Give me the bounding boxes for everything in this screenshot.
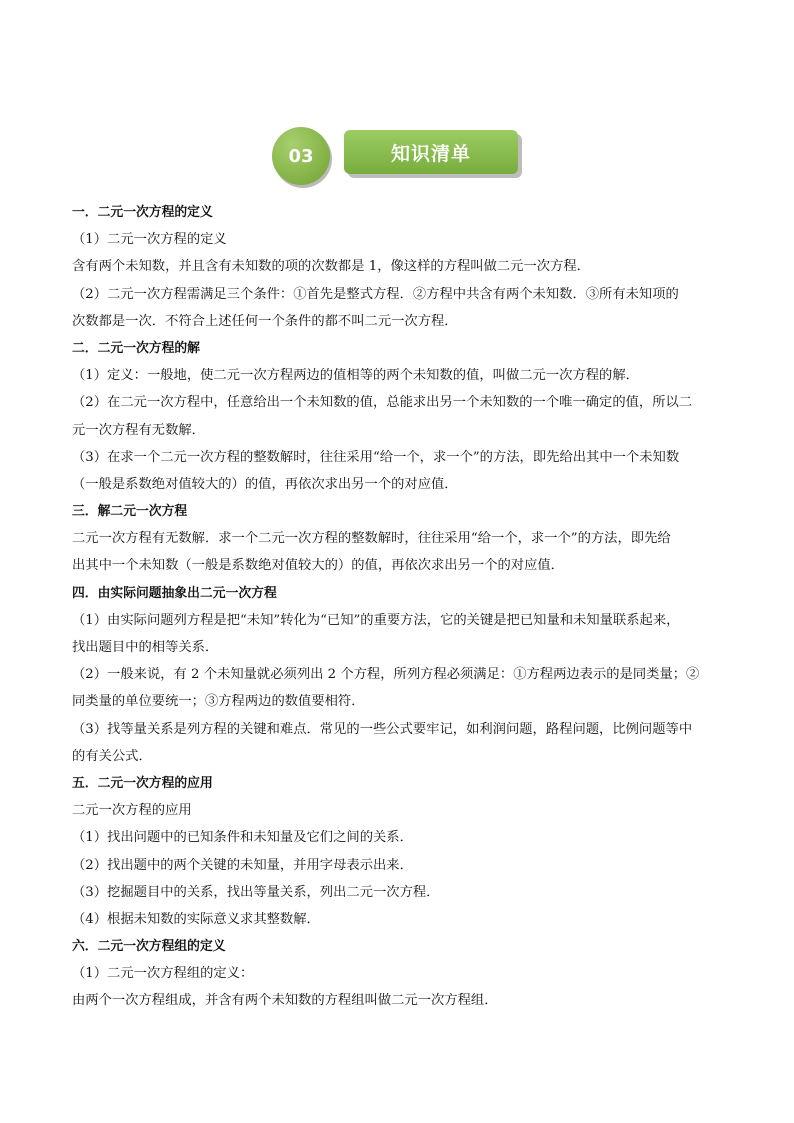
paragraph-line: 找出题目中的相等关系． <box>72 640 219 655</box>
paragraph-line: 二元一次方程有无数解．求一个二元一次方程的整数解时，往往采用“给一个，求一个”的方法，即先给 <box>72 531 671 547</box>
paragraph-line: 含有两个未知数，并且含有未知数的项的次数都是 1，像这样的方程叫做二元一次方程． <box>72 259 590 275</box>
paragraph-line: 由两个一次方程组成，并含有两个未知数的方程组叫做二元一次方程组． <box>72 993 498 1009</box>
paragraph-line: （2）一般来说，有 2 个未知量就必须列出 2 个方程，所列方程必须满足：①方程两边表示的是同类量；② <box>72 667 700 683</box>
section-heading: 三．解二元一次方程 <box>72 504 188 520</box>
section-title: 知识清单 <box>344 130 518 174</box>
paragraph-line: （3）挖掘题目中的关系，找出等量关系，列出二元一次方程． <box>72 884 440 900</box>
paragraph-line: 的有关公式． <box>72 748 152 764</box>
section-heading: 二．二元一次方程的解 <box>72 340 200 356</box>
paragraph-line: （1）定义：一般地，使二元一次方程两边的值相等的两个未知数的值，叫做二元一次方程的解． <box>72 368 639 384</box>
paragraph-line: （2）二元一次方程需满足三个条件：①首先是整式方程．②方程中共含有两个未知数．③所有未知项的 <box>72 286 679 302</box>
paragraph-line: 次数都是一次．不符合上述任何一个条件的都不叫二元一次方程． <box>72 313 458 329</box>
paragraph-line: （1）二元一次方程的定义 <box>72 232 227 248</box>
section-heading: 一．二元一次方程的定义 <box>72 205 213 220</box>
paragraph-line: （一般是系数绝对值较大的）的值，再依次求出另一个的对应值． <box>72 476 458 492</box>
paragraph-line: （1）找出问题中的已知条件和未知量及它们之间的关系． <box>72 830 413 846</box>
paragraph-line: （2）在二元一次方程中，任意给出一个未知数的值，总能求出另一个未知数的一个唯一确定的值，所以二 <box>72 395 693 411</box>
paragraph-line: （4）根据未知数的实际意义求其整数解． <box>72 911 320 927</box>
paragraph-line: （1）由实际问题列方程是把“未知”转化为“已知”的重要方法，它的关键是把已知量和未知量联系起来， <box>72 612 680 628</box>
paragraph-line: 出其中一个未知数（一般是系数绝对值较大的）的值，再依次求出另一个的对应值． <box>72 558 564 574</box>
paragraph-line: （2）找出题中的两个关键的未知量，并用字母表示出来． <box>72 857 413 873</box>
paragraph-line: 同类量的单位要统一；③方程两边的数值要相符． <box>72 694 365 710</box>
paragraph-line: 元一次方程有无数解． <box>72 422 205 438</box>
section-banner <box>272 126 524 188</box>
document-body <box>72 199 724 1015</box>
section-heading: 五．二元一次方程的应用 <box>72 775 213 791</box>
section-heading: 四．由实际问题抽象出二元一次方程 <box>72 585 277 601</box>
paragraph-line: （3）在求一个二元一次方程的整数解时，往往采用“给一个，求一个”的方法，即先给出其中一个未知数 <box>72 449 680 465</box>
paragraph-line: （1）二元一次方程组的定义： <box>72 966 254 982</box>
section-number-badge: 03 <box>272 127 330 185</box>
paragraph-line: 二元一次方程的应用 <box>72 803 192 819</box>
section-heading: 六．二元一次方程组的定义 <box>72 939 226 955</box>
paragraph-line: （3）找等量关系是列方程的关键和难点．常见的一些公式要牢记，如利润问题，路程问题，比例问题等中 <box>72 721 693 737</box>
